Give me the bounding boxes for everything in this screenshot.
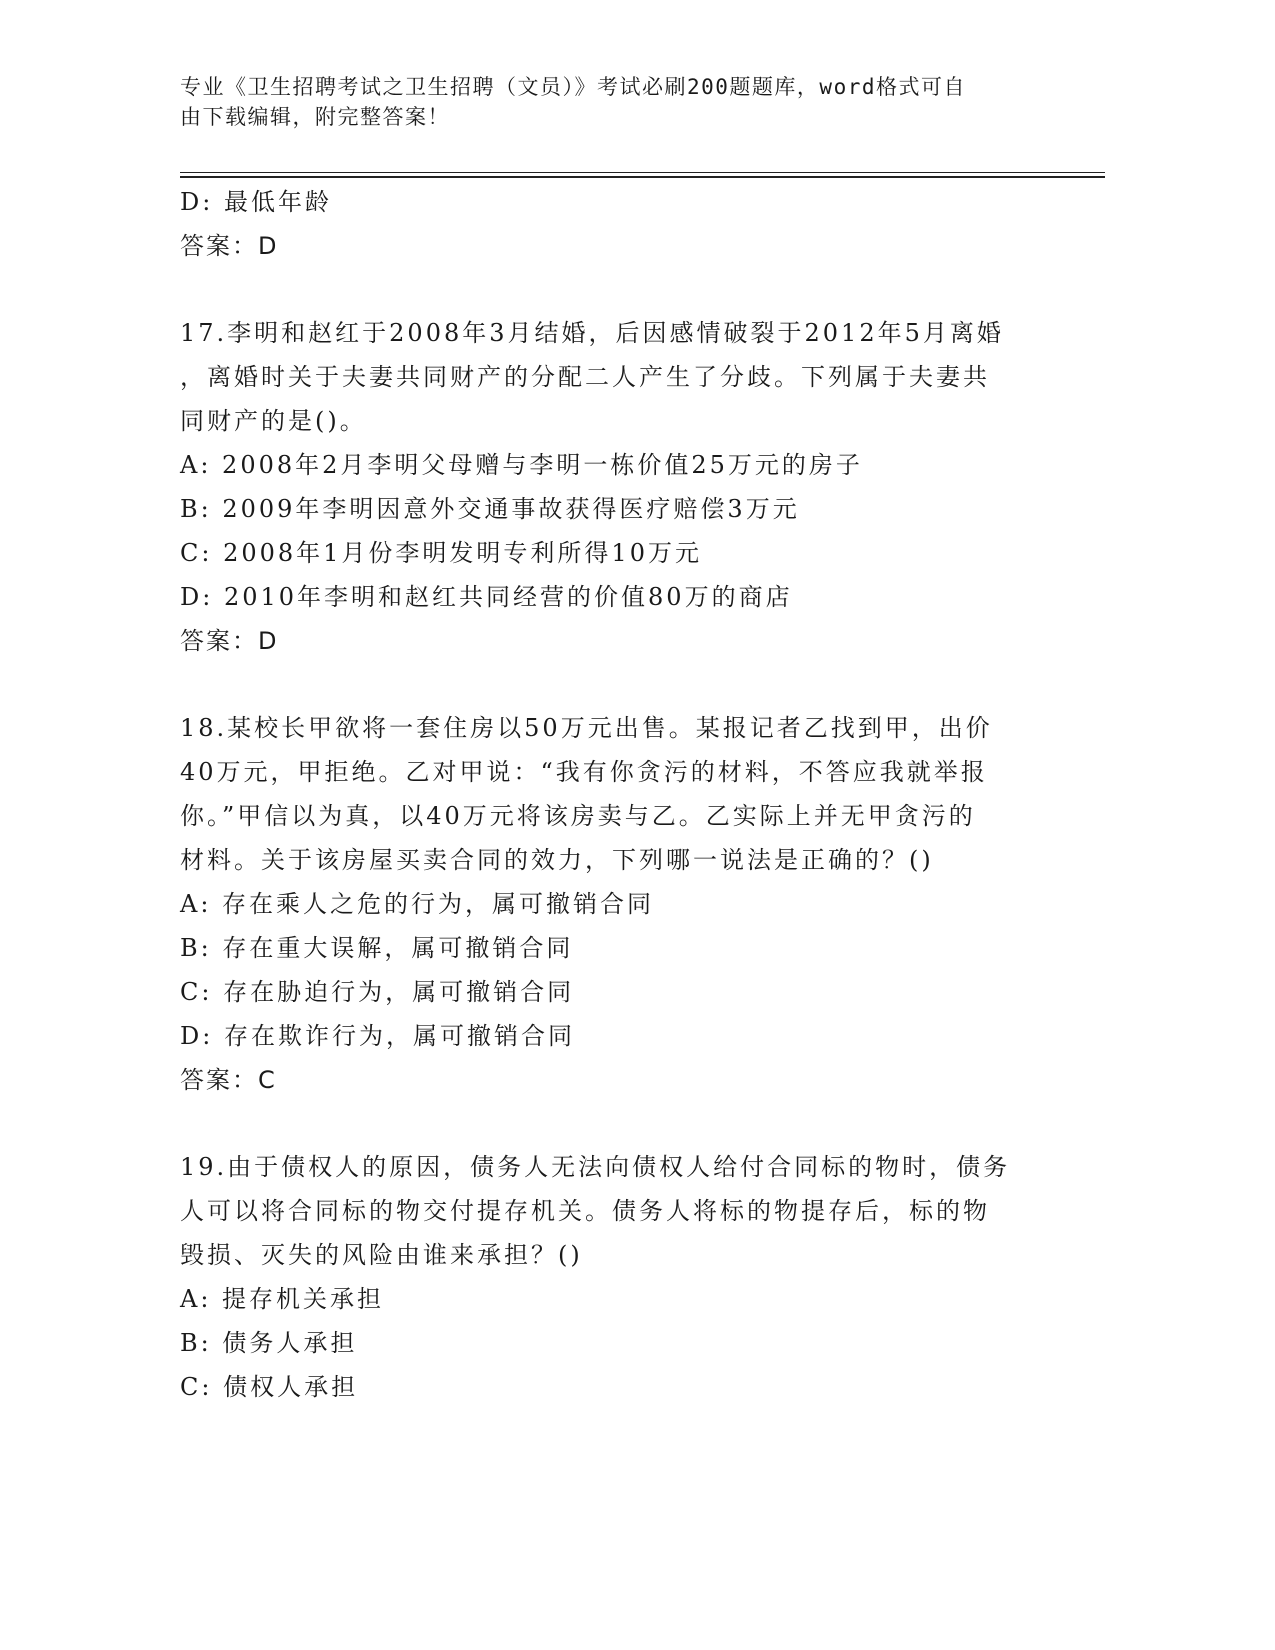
spacer: [180, 663, 1040, 706]
option-c: C: 存在胁迫行为，属可撤销合同: [180, 978, 575, 1006]
header-divider-thin: [180, 172, 1105, 173]
option-a: A: 存在乘人之危的行为，属可撤销合同: [180, 890, 655, 918]
option-c: C: 债权人承担: [180, 1373, 359, 1401]
prev-option-d: D: 最低年龄: [180, 188, 332, 216]
question-19: [180, 1145, 1040, 1409]
page-header: [180, 72, 1040, 132]
option-d: D: 2010年李明和赵红共同经营的价值80万的商店: [180, 583, 793, 611]
option-a: A: 提存机关承担: [180, 1285, 385, 1313]
question-text-line: 人可以将合同标的物交付提存机关。债务人将标的物提存后，标的物: [180, 1197, 990, 1225]
question-text-line: 18.某校长甲欲将一套住房以50万元出售。某报记者乙找到甲，出价: [180, 714, 993, 742]
question-text-line: 17.李明和赵红于2008年3月结婚，后因感情破裂于2012年5月离婚: [180, 319, 1004, 347]
question-text-line: 你。”甲信以为真，以40万元将该房卖与乙。乙实际上并无甲贪污的: [180, 802, 976, 830]
question-text-line: 毁损、灭失的风险由谁来承担？(): [180, 1241, 583, 1269]
document-body: [180, 180, 1040, 1409]
option-b: B: 2009年李明因意外交通事故获得医疗赔偿3万元: [180, 495, 800, 523]
spacer: [180, 268, 1040, 311]
answer: 答案：C: [180, 1066, 277, 1094]
header-divider-thick: [180, 176, 1105, 178]
option-d: D: 存在欺诈行为，属可撤销合同: [180, 1022, 575, 1050]
option-b: B: 存在重大误解，属可撤销合同: [180, 934, 574, 962]
question-text-line: 材料。关于该房屋买卖合同的效力，下列哪一说法是正确的？(): [180, 846, 934, 874]
spacer: [180, 1102, 1040, 1145]
question-text-line: 19.由于债权人的原因，债务人无法向债权人给付合同标的物时，债务: [180, 1153, 1011, 1181]
header-line-1: 专业《卫生招聘考试之卫生招聘（文员）》考试必刷200题题库，word格式可自: [180, 75, 966, 99]
header-line-2: 由下载编辑，附完整答案！: [180, 105, 450, 129]
question-17: [180, 311, 1040, 663]
question-text-line: 40万元，甲拒绝。乙对甲说：“我有你贪污的材料，不答应我就举报: [180, 758, 988, 786]
option-b: B: 债务人承担: [180, 1329, 358, 1357]
answer: 答案：D: [180, 627, 279, 655]
question-text-line: 同财产的是()。: [180, 407, 367, 435]
question-text-line: ，离婚时关于夫妻共同财产的分配二人产生了分歧。下列属于夫妻共: [180, 363, 990, 391]
prev-answer: 答案：D: [180, 232, 279, 260]
option-a: A: 2008年2月李明父母赠与李明一栋价值25万元的房子: [180, 451, 863, 479]
question-18: [180, 706, 1040, 1102]
option-c: C: 2008年1月份李明发明专利所得10万元: [180, 539, 702, 567]
